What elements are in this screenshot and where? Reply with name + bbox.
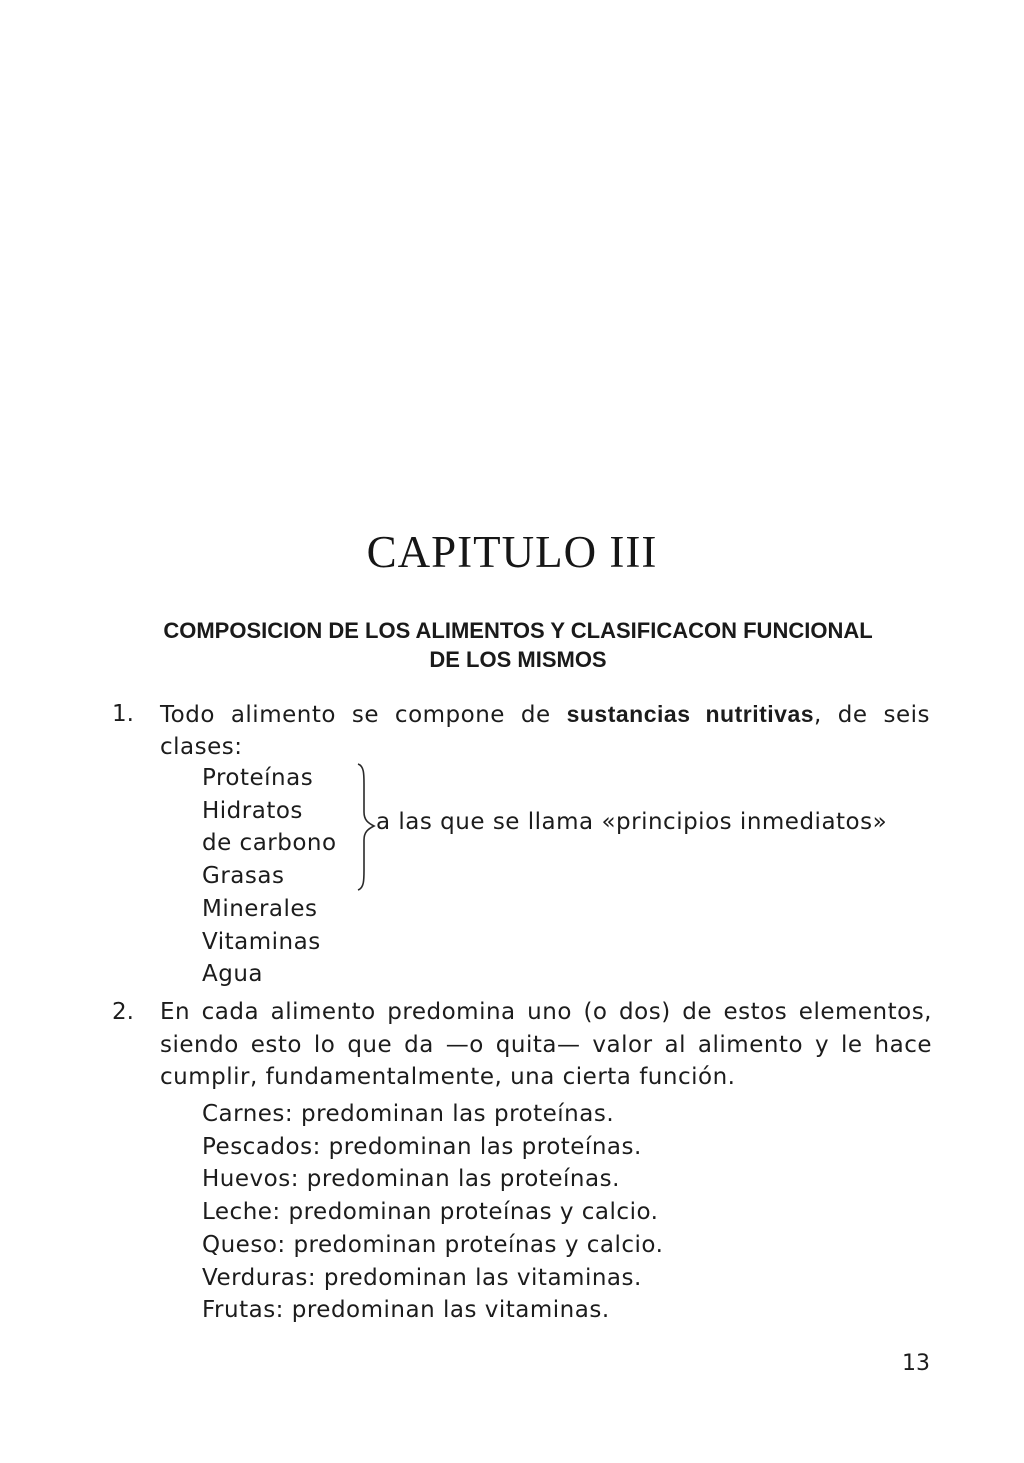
food-item: Leche: predominan proteínas y calcio.: [202, 1199, 659, 1226]
item-2-line-3: cumplir, fundamentalmente, una cierta función.: [160, 1064, 736, 1090]
chapter-title: CAPITULO III: [366, 527, 658, 577]
food-item: Pescados: predominan las proteínas.: [202, 1133, 642, 1160]
item-1-text-after: , de seis: [814, 702, 930, 728]
nutrient-item: de carbono: [202, 830, 337, 857]
brace-annotation: a las que se llama «principios inmediatos»: [376, 809, 888, 835]
food-item: Carnes: predominan las proteínas.: [202, 1101, 615, 1127]
item-1-text-before: Todo alimento se compone de: [160, 702, 567, 728]
item-1-paragraph: [160, 698, 930, 763]
page-number: 13: [902, 1351, 930, 1376]
section-title: [100, 616, 936, 674]
nutrient-item: Agua: [202, 961, 264, 988]
item-2-paragraph: [160, 996, 932, 1094]
item-1-number: 1.: [112, 701, 134, 727]
food-list: [202, 1098, 663, 1327]
nutrient-item: Hidratos: [202, 797, 303, 824]
item-1-bold-term: sustancias nutritivas: [566, 701, 815, 727]
nutrient-item: Vitaminas: [202, 928, 321, 955]
nutrient-item: Proteínas: [202, 765, 314, 791]
food-item: Frutas: predominan las vitaminas.: [202, 1297, 610, 1324]
item-1-line-2: clases:: [160, 734, 243, 760]
curly-brace-icon: [340, 762, 380, 892]
item-2-line-2: siendo esto lo que da —o quita— valor al alimento y le hace: [160, 1031, 932, 1058]
food-item: Verduras: predominan las vitaminas.: [202, 1264, 642, 1291]
nutrient-item: Grasas: [202, 863, 285, 890]
section-title-line-2: DE LOS MISMOS: [429, 647, 607, 672]
nutrient-list: [202, 762, 337, 991]
food-item: Huevos: predominan las proteínas.: [202, 1166, 620, 1193]
item-1-line-1: [160, 698, 930, 731]
section-title-line-1: COMPOSICION DE LOS ALIMENTOS Y CLASIFICACON FUNCIONAL: [163, 618, 873, 643]
item-2-number: 2.: [112, 999, 134, 1025]
item-2-line-1: En cada alimento predomina uno (o dos) de estos elementos,: [160, 999, 932, 1025]
nutrient-item: Minerales: [202, 895, 318, 922]
food-item: Queso: predominan proteínas y calcio.: [202, 1231, 664, 1258]
